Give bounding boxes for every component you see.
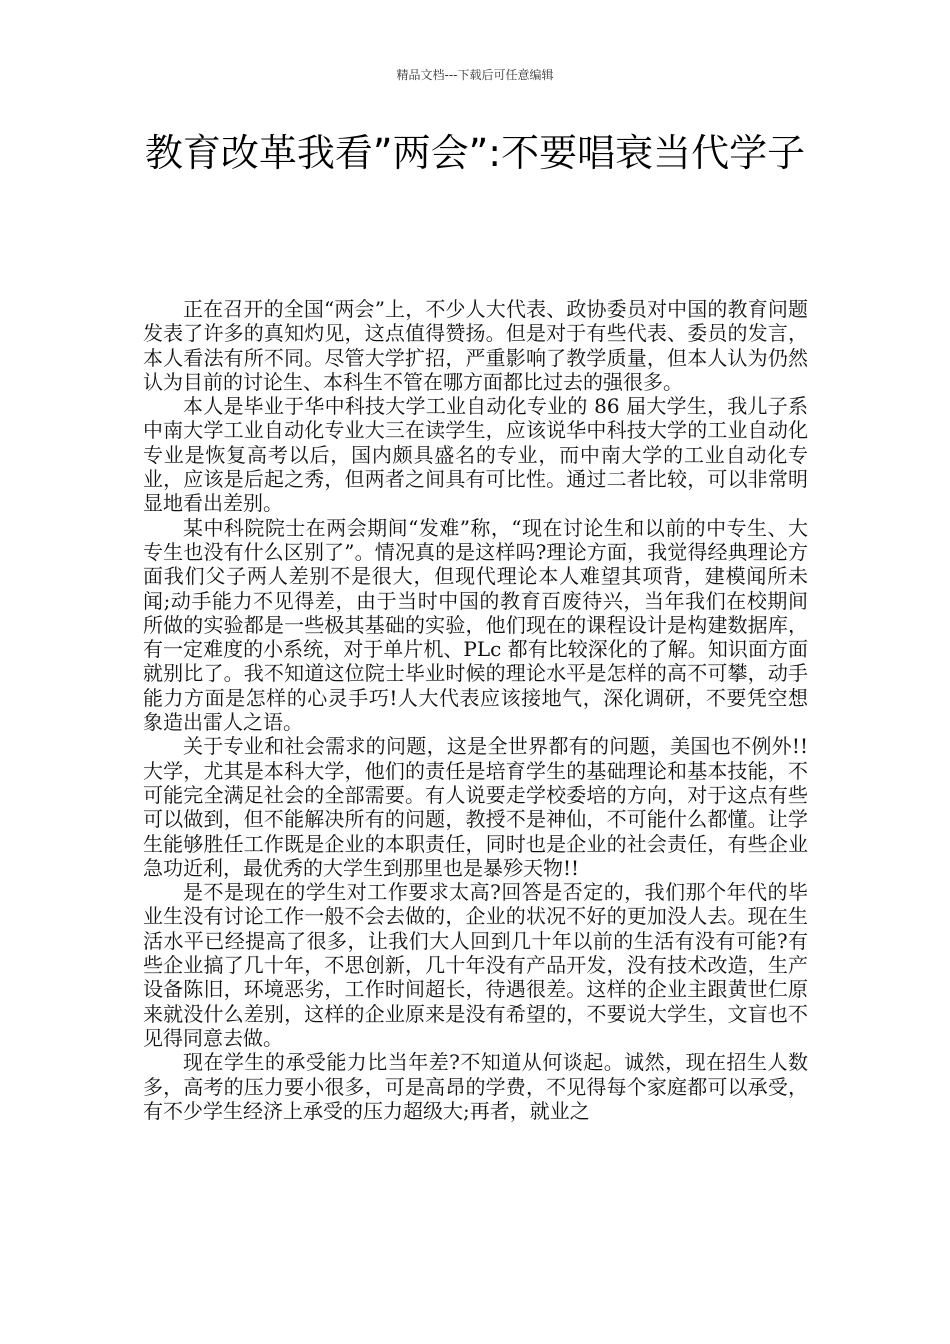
paragraph-5: 是不是现在的学生对工作要求太高?回答是否定的，我们那个年代的毕业生没有讨论工作一般不会去做的，企业的状况不好的更加没人去。现在生活水平已经提高了很多，让我们大人回到几十年以前的生活有没有可能?有些企业搞了几十年，不思创新，几十年没有产品开发，没有技术改造，生产设备陈旧，环境恶劣，工作时间超长，待遇很差。这样的企业主跟黄世仁原来就没什么差别，这样的企业原来是没有希望的，不要说大学生，文盲也不见得同意去做。 (143, 880, 808, 1050)
article-body (143, 297, 808, 1123)
paragraph-6: 现在学生的承受能力比当年差?不知道从何谈起。诚然，现在招生人数多，高考的压力要小很多，可是高昂的学费，不见得每个家庭都可以承受，有不少学生经济上承受的压力超级大;再者，就业之 (143, 1050, 808, 1123)
paragraph-3: 某中科院院士在两会期间“发难”称，“现在讨论生和以前的中专生、大专生也没有什么区别了”。情况真的是这样吗?理论方面，我觉得经典理论方面我们父子两人差别不是很大，但现代理论本人难望其项背，建模闻所未闻;动手能力不见得差，由于当时中国的教育百废待兴，当年我们在校期间所做的实验都是一些极其基础的实验，他们现在的课程设计是构建数据库，有一定难度的小系统，对于单片机、PLc 都有比较深化的了解。知识面方面就别比了。我不知道这位院士毕业时候的理论水平是怎样的高不可攀，动手能力方面是怎样的心灵手巧!人大代表应该接地气，深化调研，不要凭空想象造出雷人之语。 (143, 515, 808, 735)
page-title: 教育改革我看”两会”:不要唱衰当代学子 (144, 131, 806, 175)
paragraph-1: 正在召开的全国“两会”上，不少人大代表、政协委员对中国的教育问题发表了许多的真知灼见，这点值得赞扬。但是对于有些代表、委员的发言，本人看法有所不同。尽管大学扩招，严重影响了教学质量，但本人认为仍然认为目前的讨论生、本科生不管在哪方面都比过去的强很多。 (143, 297, 808, 394)
paragraph-2: 本人是毕业于华中科技大学工业自动化专业的 86 届大学生，我儿子系中南大学工业自动化专业大三在读学生，应该说华中科技大学的工业自动化专业是恢复高考以后，国内颇具盛名的专业，而中南大学的工业自动化专业，应该是后起之秀，但两者之间具有可比性。通过二者比较，可以非常明显地看出差别。 (143, 394, 808, 516)
paragraph-4: 关于专业和社会需求的问题，这是全世界都有的问题，美国也不例外!!大学，尤其是本科大学，他们的责任是培育学生的基础理论和基本技能，不可能完全满足社会的全部需要。有人说要走学校委培的方向，对于这点有些可以做到，但不能解决所有的问题，教授不是神仙，不可能什么都懂。让学生能够胜任工作既是企业的本职责任，同时也是企业的社会责任，有些企业急功近利，最优秀的大学生到那里也是暴殄天物!! (143, 734, 808, 880)
header-note: 精品文档---下载后可任意编辑 (396, 68, 554, 82)
